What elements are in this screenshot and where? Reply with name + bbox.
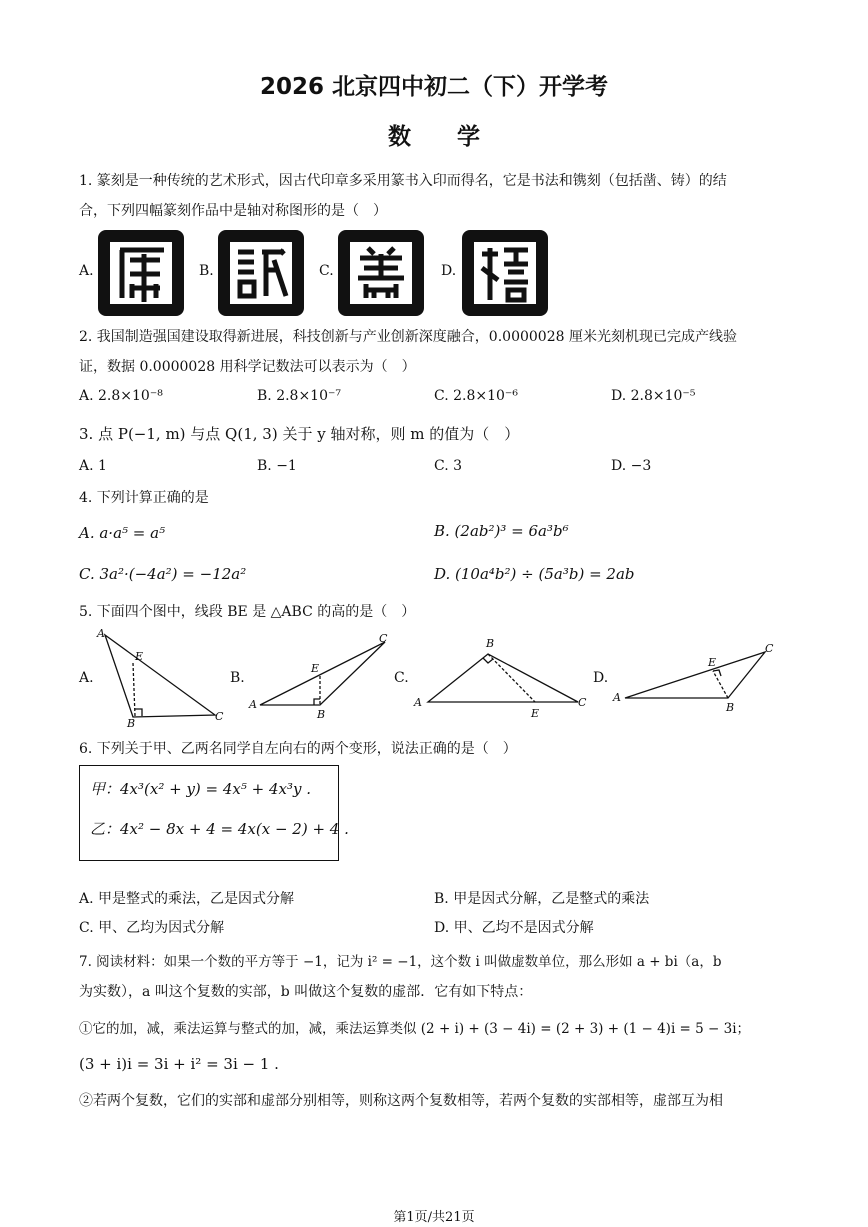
q4-text: 4. 下列计算正确的是: [79, 490, 209, 506]
q1-text-line1: 1. 篆刻是一种传统的艺术形式，因古代印章多采用篆书入印而得名，它是书法和镌刻（包括凿、铸）的结: [79, 173, 727, 189]
q7-text-line5: ②若两个复数，它们的实部和虚部分别相等，则称这两个复数相等，若两个复数的实部相等，虚部互为相: [79, 1093, 723, 1109]
q6-transform-box: [79, 765, 349, 861]
q7-text-line2: 为实数），a 叫这个复数的实部，b 叫做这个复数的虚部．它有如下特点：: [79, 984, 533, 1000]
q5b-pt-c: C: [379, 632, 388, 645]
seal-image-a: [98, 230, 184, 316]
seal-image-d: [462, 230, 548, 316]
q3-option-d: D. −3: [611, 458, 652, 474]
q5b-pt-a: A: [249, 698, 257, 711]
q5a-pt-a: A: [97, 627, 105, 640]
q5-label-d: D.: [593, 670, 609, 686]
q1-label-d: D.: [441, 263, 457, 279]
q6-yi-expression: 乙：4x² − 8x + 4 = 4x(x − 2) + 4 .: [90, 820, 349, 838]
page-title: 2026 北京四中初二（下）开学考: [259, 74, 609, 100]
q5d-pt-b: B: [726, 701, 735, 714]
q2-option-d: D. 2.8×10⁻⁵: [611, 388, 696, 404]
q3-option-c: C. 3: [434, 458, 463, 474]
q2-option-a: A. 2.8×10⁻⁸: [79, 388, 163, 404]
q5-figure-c: [410, 632, 595, 724]
q5-figure-b: [245, 630, 395, 725]
q6-option-a: A. 甲是整式的乘法，乙是因式分解: [79, 891, 295, 907]
q2-text-line2: 证，数据 0.0000028 用科学记数法可以表示为（ ）: [79, 359, 416, 375]
q6-option-b: B. 甲是因式分解，乙是整式的乘法: [434, 891, 650, 907]
q2-option-c: C. 2.8×10⁻⁶: [434, 388, 518, 404]
q7-text-line1: 7. 阅读材料：如果一个数的平方等于 −1，记为 i² = −1，这个数 i 叫做虚数单位，那么形如 a + bi（a，b: [79, 954, 722, 970]
q3-option-b: B. −1: [257, 458, 297, 474]
q5-label-c: C.: [394, 670, 409, 686]
q5c-pt-c: C: [578, 696, 587, 709]
q5d-pt-e: E: [708, 656, 717, 669]
q1-label-c: C.: [319, 263, 334, 279]
q6-option-d: D. 甲、乙均不是因式分解: [434, 920, 594, 936]
q7-text-line3: ①它的加，减，乘法运算与整式的加，减，乘法运算类似 (2 + i) + (3 − 4i) = (2 + 3) + (1 − 4)i = 5 − 3i；: [79, 1021, 751, 1037]
q2-text-line1: 2. 我国制造强国建设取得新进展，科技创新与产业创新深度融合，0.0000028 厘米光刻机现已完成产线验: [79, 329, 737, 345]
q6-jia-expression: 甲：4x³(x² + y) = 4x⁵ + 4x³y .: [90, 780, 312, 798]
q1-label-b: B.: [199, 263, 214, 279]
seal-image-b: [218, 230, 304, 316]
q5a-pt-c: C: [215, 710, 224, 723]
page-footer: 第1页/共21页: [393, 1210, 475, 1225]
q3-option-a: A. 1: [79, 458, 107, 474]
q4-option-b: B. (2ab²)³ = 6a³b⁶: [434, 522, 569, 540]
q5-text: 5. 下面四个图中，线段 BE 是 △ABC 的高的是（ ）: [79, 604, 416, 620]
q5b-pt-e: E: [311, 662, 320, 675]
subject-title: 数 学: [388, 124, 480, 150]
q6-text: 6. 下列关于甲、乙两名同学自左向右的两个变形，说法正确的是（ ）: [79, 741, 517, 757]
q5d-pt-c: C: [765, 642, 774, 655]
q5a-pt-e: E: [135, 650, 144, 663]
q5b-pt-b: B: [317, 708, 326, 721]
q5-label-b: B.: [230, 670, 245, 686]
q5-label-a: A.: [79, 670, 94, 686]
q5c-pt-e: E: [531, 707, 540, 720]
q6-option-c: C. 甲、乙均为因式分解: [79, 920, 225, 936]
q5d-pt-a: A: [613, 691, 621, 704]
q2-option-b: B. 2.8×10⁻⁷: [257, 388, 341, 404]
q1-label-a: A.: [79, 263, 94, 279]
q7-text-line4: (3 + i)i = 3i + i² = 3i − 1 .: [79, 1055, 279, 1073]
q5-figure-a: [95, 625, 230, 730]
q5c-pt-b: B: [486, 637, 495, 650]
q3-text: 3. 点 P(−1, m) 与点 Q(1, 3) 关于 y 轴对称，则 m 的值为（ ）: [79, 425, 520, 443]
q5c-pt-a: A: [414, 696, 422, 709]
q4-option-d: D. (10a⁴b²) ÷ (5a³b) = 2ab: [434, 565, 635, 583]
q4-option-a: A. a·a⁵ = a⁵: [79, 524, 166, 542]
q4-option-c: C. 3a²·(−4a²) = −12a²: [79, 565, 247, 583]
q5-figure-d: [610, 638, 785, 716]
q5a-pt-b: B: [127, 717, 136, 730]
q1-text-line2: 合，下列四幅篆刻作品中是轴对称图形的是（ ）: [79, 203, 387, 219]
seal-image-c: [338, 230, 424, 316]
